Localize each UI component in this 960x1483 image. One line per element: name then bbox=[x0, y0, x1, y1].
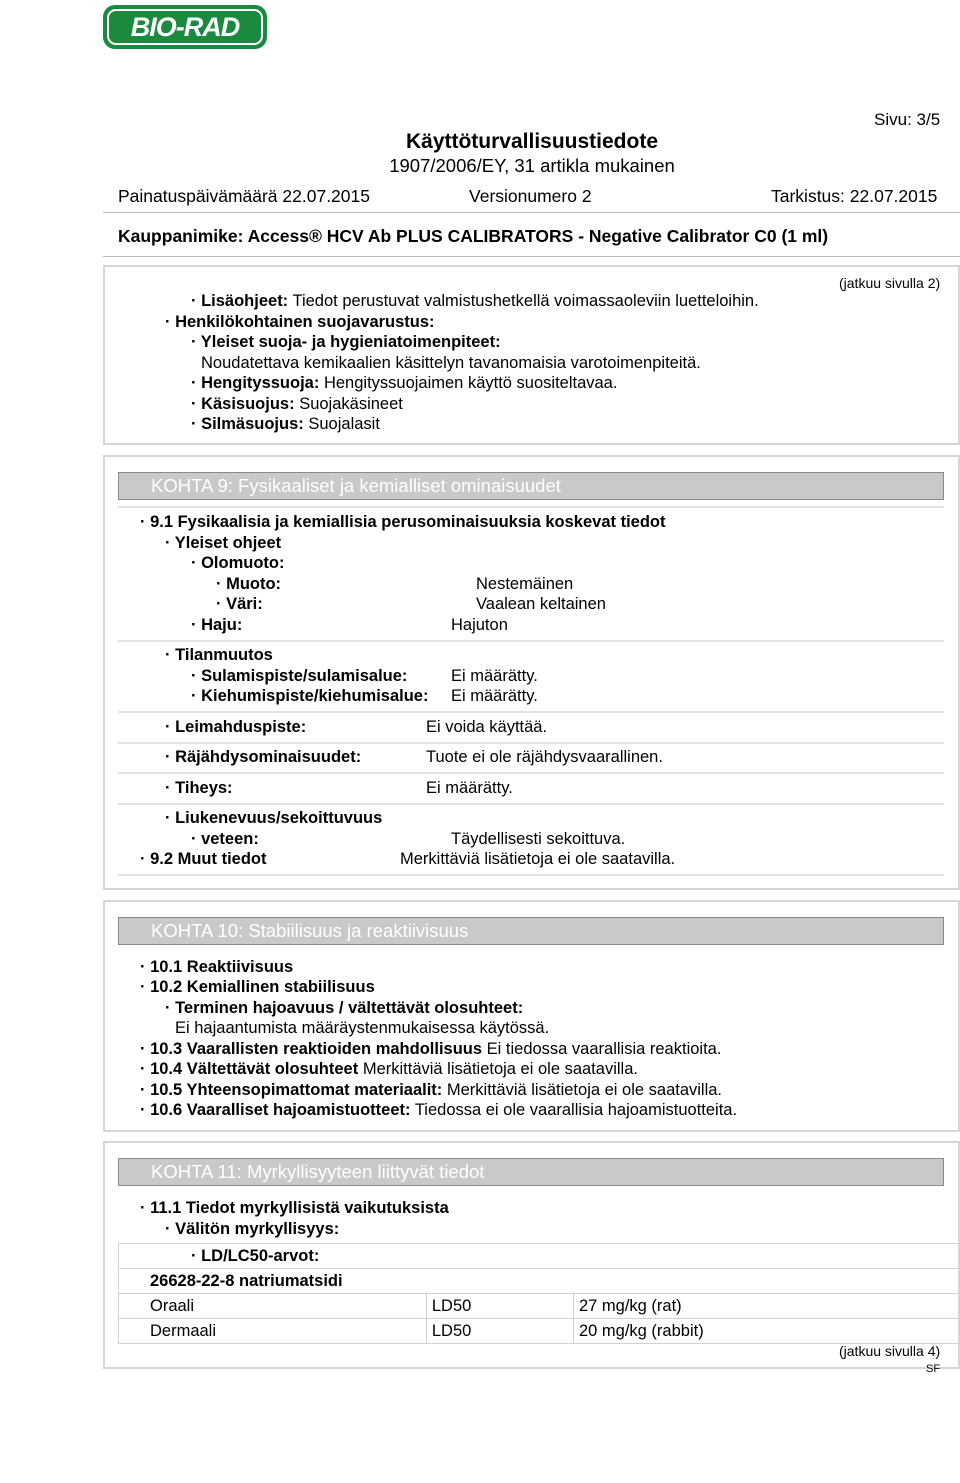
respiratory-value: Hengityssuojaimen käyttö suositeltavaa. bbox=[323, 374, 618, 392]
section-9-1-heading: · 9.1 Fysikaalisia ja kemiallisia perusominaisuuksia koskevat tiedot bbox=[140, 513, 666, 531]
additional-info-line bbox=[191, 292, 759, 311]
section-10-5-value: Merkittäviä lisätietoja ei ole saatavilla. bbox=[446, 1081, 723, 1099]
boiling-point-value: Ei määrätty. bbox=[451, 687, 538, 705]
thermal-decomposition-text: Ei hajaantumista määräystenmukaisessa käytössä. bbox=[175, 1019, 550, 1037]
section-10-3-value: Ei tiedossa vaarallisia reaktioita. bbox=[486, 1040, 722, 1058]
boiling-point-label: · Kiehumispiste/kiehumisalue: bbox=[191, 687, 429, 705]
hygiene-heading: · Yleiset suoja- ja hygieniatoimenpiteet: bbox=[191, 333, 501, 351]
hand-protection-line bbox=[191, 395, 403, 414]
divider bbox=[118, 772, 944, 774]
section-10-4-label: · 10.4 Vältettävät olosuhteet bbox=[140, 1060, 359, 1078]
section-11-heading: KOHTA 11: Myrkyllisyyteen liittyvät tiedot bbox=[118, 1158, 944, 1186]
flash-point-label: · Leimahduspiste: bbox=[165, 718, 307, 736]
section-10-5-line bbox=[140, 1081, 722, 1100]
table-row bbox=[119, 1244, 960, 1269]
form-label: · Muoto: bbox=[216, 575, 282, 593]
thermal-decomposition-heading: · Terminen hajoavuus / vältettävät olosuhteet: bbox=[165, 999, 524, 1017]
form-value: Nestemäinen bbox=[476, 575, 574, 593]
additional-info-value: Tiedot perustuvat valmistushetkellä voimassaoleviin luetteloihin. bbox=[292, 292, 759, 310]
header-divider bbox=[103, 212, 960, 213]
print-date: Painatuspäivämäärä 22.07.2015 bbox=[118, 186, 370, 206]
header-divider-bottom bbox=[103, 256, 960, 257]
section-10-3-label: · 10.3 Vaarallisten reaktioiden mahdollisuus bbox=[140, 1040, 483, 1058]
toxicity-table bbox=[118, 1243, 960, 1344]
route-cell: Dermaali bbox=[119, 1319, 427, 1344]
continued-from-note: (jatkuu sivulla 2) bbox=[839, 275, 941, 291]
section-10-4-value: Merkittäviä lisätietoja ei ole saatavilla. bbox=[362, 1060, 638, 1078]
table-row bbox=[119, 1319, 960, 1344]
water-solubility-label: · veteen: bbox=[191, 830, 259, 848]
hand-protection-label: · Käsisuojus: bbox=[191, 395, 295, 413]
water-solubility-value: Täydellisesti sekoittuva. bbox=[451, 830, 626, 848]
melting-point-value: Ei määrätty. bbox=[451, 667, 538, 685]
additional-info-label: · Lisäohjeet: bbox=[191, 292, 289, 310]
section-10-6-line bbox=[140, 1101, 737, 1120]
colour-value: Vaalean keltainen bbox=[476, 595, 606, 613]
bio-rad-logo bbox=[103, 5, 267, 49]
section-10-6-value: Tiedossa ei ole vaarallisia hajoamistuotteita. bbox=[414, 1101, 738, 1119]
eye-protection-label: · Silmäsuojus: bbox=[191, 415, 304, 433]
section-10-3-line bbox=[140, 1040, 721, 1059]
table-row bbox=[119, 1294, 960, 1319]
section-10-heading: KOHTA 10: Stabiilisuus ja reaktiivisuus bbox=[118, 917, 944, 945]
hygiene-text: Noudatettava kemikaalien käsittelyn tavanomaisia varotoimenpiteitä. bbox=[201, 354, 701, 372]
eye-protection-value: Suojalasit bbox=[308, 415, 380, 433]
acute-toxicity-heading: · Välitön myrkyllisyys: bbox=[165, 1220, 340, 1238]
section-9-2-label: · 9.2 Muut tiedot bbox=[140, 850, 267, 868]
density-value: Ei määrätty. bbox=[426, 779, 513, 797]
logo-text: BIO-RAD bbox=[107, 9, 263, 45]
language-code: SF bbox=[926, 1363, 941, 1375]
type-cell: LD50 bbox=[426, 1294, 573, 1319]
eye-protection-line bbox=[191, 415, 380, 434]
section-9-2-value: Merkittäviä lisätietoja ei ole saatavilla. bbox=[400, 850, 676, 868]
page-number: Sivu: 3/5 bbox=[874, 110, 941, 129]
explosive-properties-label: · Räjähdysominaisuudet: bbox=[165, 748, 362, 766]
section-10-6-label: · 10.6 Vaaralliset hajoamistuotteet: bbox=[140, 1101, 411, 1119]
section-10-1-heading: · 10.1 Reaktiivisuus bbox=[140, 958, 294, 976]
ld-lc50-header: · LD/LC50-arvot: bbox=[119, 1244, 960, 1269]
type-cell: LD50 bbox=[426, 1319, 573, 1344]
divider bbox=[118, 506, 944, 508]
section-10-2-heading: · 10.2 Kemiallinen stabiilisuus bbox=[140, 978, 375, 996]
general-info-heading: · Yleiset ohjeet bbox=[165, 534, 282, 552]
divider bbox=[118, 742, 944, 744]
respiratory-line bbox=[191, 374, 617, 393]
melting-point-label: · Sulamispiste/sulamisalue: bbox=[191, 667, 408, 685]
divider bbox=[118, 874, 944, 876]
odour-label: · Haju: bbox=[191, 616, 243, 634]
section-10-5-label: · 10.5 Yhteensopimattomat materiaalit: bbox=[140, 1081, 443, 1099]
divider bbox=[118, 711, 944, 713]
density-label: · Tiheys: bbox=[165, 779, 233, 797]
trade-name: Kauppanimike: Access® HCV Ab PLUS CALIBRATORS - Negative Calibrator C0 (1 ml) bbox=[118, 226, 829, 246]
ppe-heading: · Henkilökohtainen suojavarustus: bbox=[165, 313, 435, 331]
state-change-heading: · Tilanmuutos bbox=[165, 646, 273, 664]
hand-protection-value: Suojakäsineet bbox=[299, 395, 403, 413]
version-number: Versionumero 2 bbox=[469, 186, 592, 206]
value-cell: 20 mg/kg (rabbit) bbox=[573, 1319, 959, 1344]
section-10-4-line bbox=[140, 1060, 638, 1079]
table-row bbox=[119, 1269, 960, 1294]
flash-point-value: Ei voida käyttää. bbox=[426, 718, 548, 736]
substance-name: 26628-22-8 natriumatsidi bbox=[119, 1269, 960, 1294]
divider bbox=[118, 803, 944, 805]
review-date: Tarkistus: 22.07.2015 bbox=[771, 186, 938, 206]
appearance-heading: · Olomuoto: bbox=[191, 554, 285, 572]
colour-label: · Väri: bbox=[216, 595, 263, 613]
explosive-properties-value: Tuote ei ole räjähdysvaarallinen. bbox=[426, 748, 663, 766]
section-9-heading: KOHTA 9: Fysikaaliset ja kemialliset ominaisuudet bbox=[118, 472, 944, 500]
section-11-1-heading: · 11.1 Tiedot myrkyllisistä vaikutuksista bbox=[140, 1199, 449, 1217]
odour-value: Hajuton bbox=[451, 616, 508, 634]
route-cell: Oraali bbox=[119, 1294, 427, 1319]
divider bbox=[118, 640, 944, 642]
document-subtitle: 1907/2006/EY, 31 artikla mukainen bbox=[389, 155, 675, 176]
document-title: Käyttöturvallisuustiedote bbox=[405, 130, 659, 153]
value-cell: 27 mg/kg (rat) bbox=[573, 1294, 959, 1319]
respiratory-label: · Hengityssuoja: bbox=[191, 374, 320, 392]
solubility-heading: · Liukenevuus/sekoittuvuus bbox=[165, 809, 383, 827]
continued-on-note: (jatkuu sivulla 4) bbox=[839, 1343, 941, 1359]
